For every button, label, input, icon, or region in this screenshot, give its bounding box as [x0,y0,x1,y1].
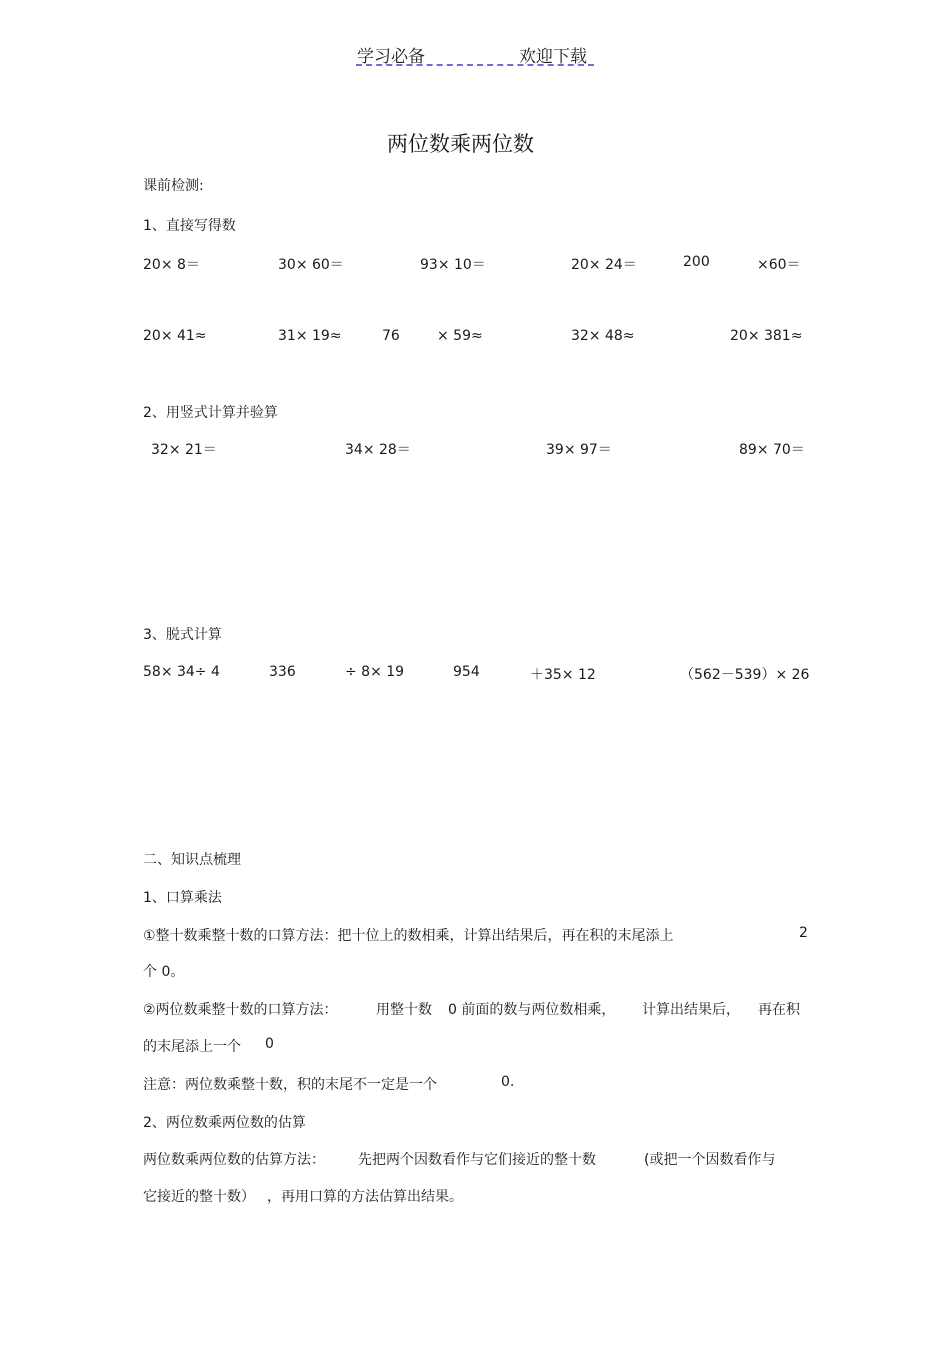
q1-item: 76 [382,328,400,344]
note-value: 0. [501,1074,515,1090]
q2-label: 2、用竖式计算并验算 [143,405,278,421]
note-text: 注意：两位数乘整十数，积的末尾不一定是一个 [143,1077,437,1093]
para3-part-a: 两位数乘两位数的估算方法： [143,1152,325,1168]
q1-item: × 59≈ [437,328,483,344]
q3-item: 336 [269,664,296,680]
pretest-label: 课前检测: [143,178,204,194]
q3-item: ÷ 8× 19 [345,664,405,680]
q2-item: 32× 21＝ [151,442,217,458]
q1-item: 32× 48≈ [571,328,635,344]
header-underline [356,64,594,66]
q3-item: 954 [453,664,480,680]
q3-label: 3、脱式计算 [143,627,222,643]
para2-part-a: ②两位数乘整十数的口算方法： [143,1002,338,1018]
q1-item: 20× 41≈ [143,328,207,344]
q1-item: 30× 60＝ [278,257,344,273]
q1-item: 93× 10＝ [420,257,486,273]
para1-number: 2 [799,925,808,941]
para3-part-c: (或把一个因数看作与 [644,1152,776,1168]
para2-line2-b: 0 [265,1036,274,1052]
para2-line2-a: 的末尾添上一个 [143,1039,241,1055]
section2-sub2: 2、两位数乘两位数的估算 [143,1115,306,1131]
para3-line2-b: ，再用口算的方法估算出结果。 [267,1189,463,1205]
section2-label: 二、知识点梳理 [143,852,241,868]
q1-item: 31× 19≈ [278,328,342,344]
q1-item: 20× 8＝ [143,257,200,273]
q1-item: 20× 24＝ [571,257,637,273]
q3-item: 58× 34÷ 4 [143,664,220,680]
q1-item: 20× 381≈ [730,328,803,344]
q1-item: ×60＝ [757,257,801,273]
page-title: 两位数乘两位数 [387,132,534,156]
para2-part-d: 计算出结果后， [642,1002,740,1018]
header-left-text: 学习必备 [357,47,425,67]
q2-item: 89× 70＝ [739,442,805,458]
q3-item: （562－539）× 26 [680,667,810,683]
para2-part-c: 0 前面的数与两位数相乘， [448,1002,616,1018]
section2-sub1: 1、口算乘法 [143,890,222,906]
para1-line1: ①整十数乘整十数的口算方法：把十位上的数相乘，计算出结果后，再在积的末尾添上 [143,928,674,944]
q2-item: 34× 28＝ [345,442,411,458]
q1-label: 1、直接写得数 [143,218,236,234]
para1-line2: 个 0。 [143,964,185,980]
para2-part-b: 用整十数 [376,1002,432,1018]
para3-part-b: 先把两个因数看作与它们接近的整十数 [358,1152,596,1168]
para2-part-e: 再在积 [758,1002,800,1018]
q2-item: 39× 97＝ [546,442,612,458]
para3-line2-a: 它接近的整十数） [143,1189,255,1205]
header-right-text: 欢迎下载 [519,47,587,67]
q3-item: ＋35× 12 [530,667,596,683]
q1-item: 200 [683,254,710,270]
